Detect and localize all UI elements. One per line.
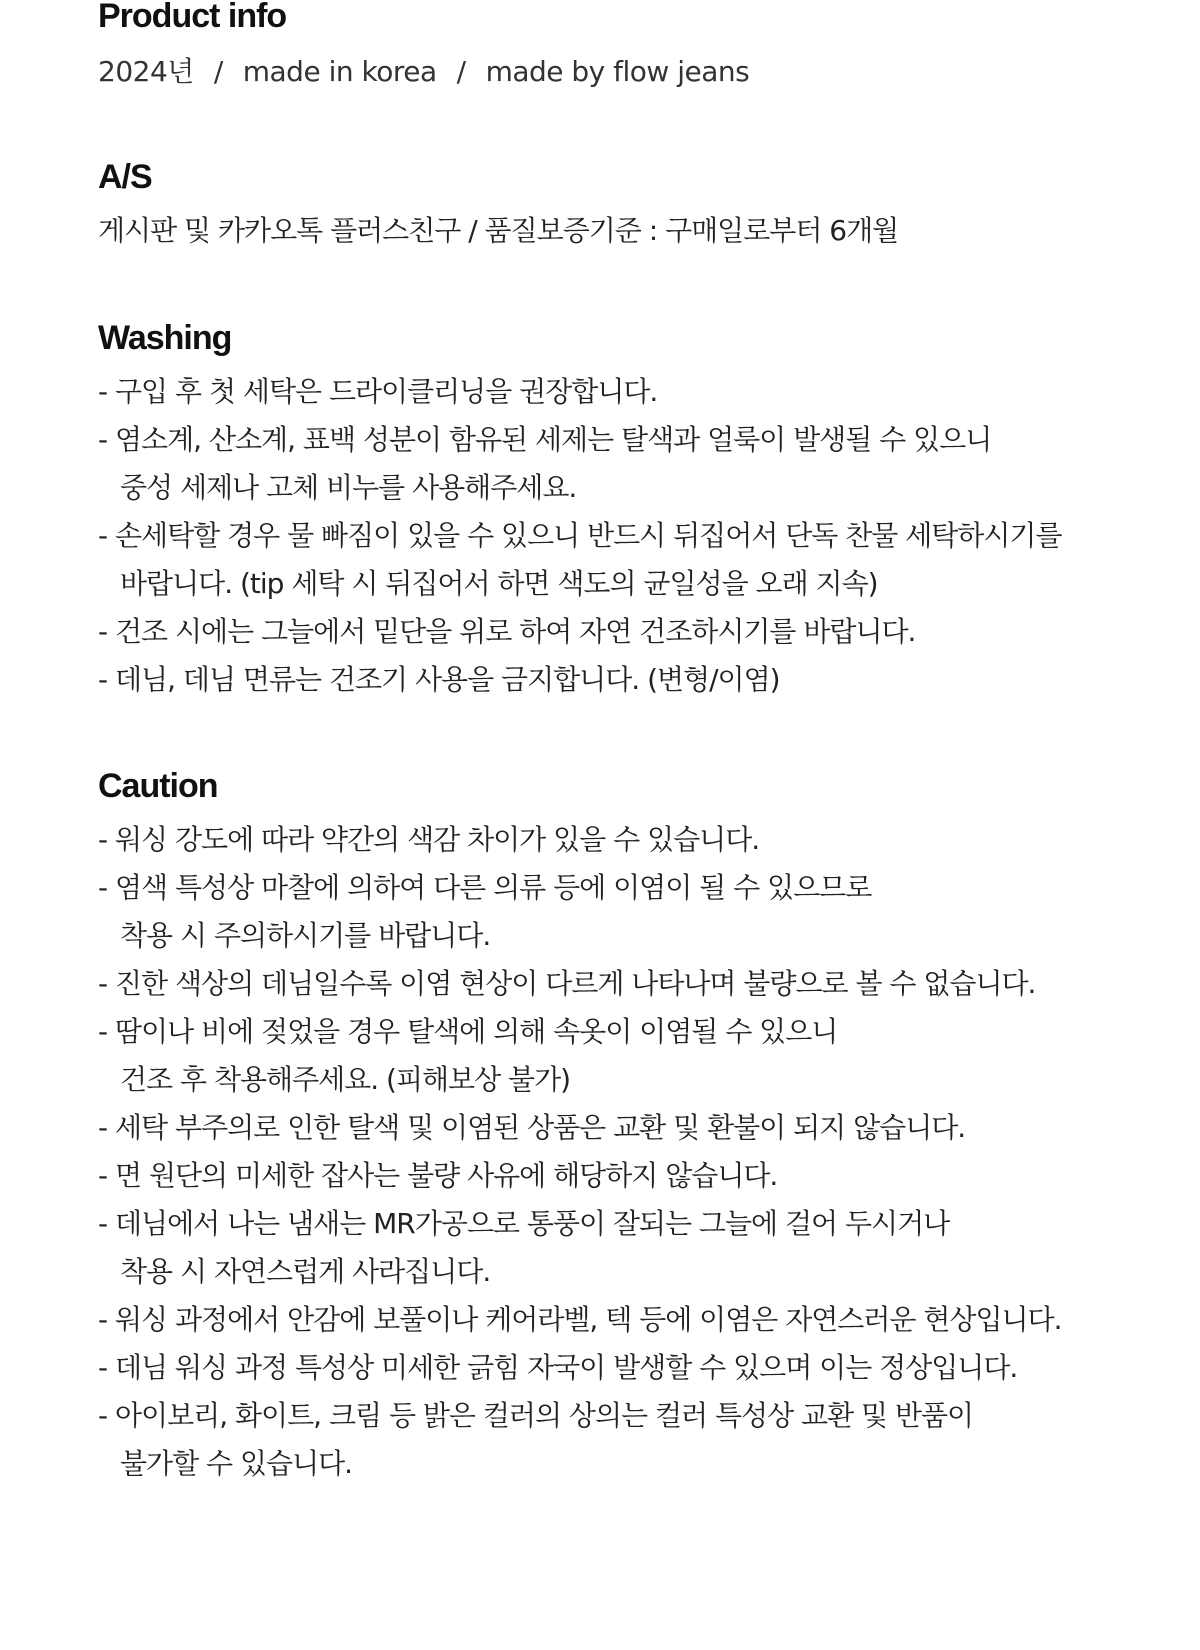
washing-line: - 구입 후 첫 세탁은 드라이클리닝을 권장합니다.: [98, 375, 658, 408]
caution-line: - 땀이나 비에 젖었을 경우 탈색에 의해 속옷이 이염될 수 있으니: [98, 1015, 838, 1048]
caution-heading: Caution: [98, 767, 218, 805]
separator: /: [213, 55, 223, 88]
caution-line: - 염색 특성상 마찰에 의하여 다른 의류 등에 이염이 될 수 있으므로: [98, 871, 872, 904]
washing-heading: Washing: [98, 319, 232, 357]
product-info-heading: Product info: [98, 0, 287, 35]
caution-line: - 데님 워싱 과정 특성상 미세한 긁힘 자국이 발생할 수 있으며 이는 정상입니다.: [98, 1351, 1018, 1384]
washing-line: - 건조 시에는 그늘에서 밑단을 위로 하여 자연 건조하시기를 바랍니다.: [98, 615, 916, 648]
as-text: 게시판 및 카카오톡 플러스친구 / 품질보증기준 : 구매일로부터 6개월: [98, 214, 899, 247]
caution-line: - 워싱 강도에 따라 약간의 색감 차이가 있을 수 있습니다.: [98, 823, 760, 856]
as-heading: A/S: [98, 158, 152, 196]
caution-line: - 세탁 부주의로 인한 탈색 및 이염된 상품은 교환 및 환불이 되지 않습니다.: [98, 1111, 966, 1144]
caution-line: 불가할 수 있습니다.: [120, 1447, 353, 1480]
washing-line: 중성 세제나 고체 비누를 사용해주세요.: [120, 471, 577, 504]
separator: /: [456, 55, 466, 88]
caution-line: - 진한 색상의 데님일수록 이염 현상이 다르게 나타나며 불량으로 볼 수 없습니다.: [98, 967, 1036, 1000]
caution-line: - 워싱 과정에서 안감에 보풀이나 케어라벨, 텍 등에 이염은 자연스러운 현상입니다.: [98, 1303, 1062, 1336]
caution-line: 착용 시 자연스럽게 사라집니다.: [120, 1255, 491, 1288]
caution-line: 착용 시 주의하시기를 바랍니다.: [120, 919, 491, 952]
product-origin: made in korea: [242, 55, 437, 88]
caution-line: - 면 원단의 미세한 잡사는 불량 사유에 해당하지 않습니다.: [98, 1159, 778, 1192]
caution-line: - 데님에서 나는 냄새는 MR가공으로 통풍이 잘되는 그늘에 걸어 두시거나: [98, 1207, 950, 1240]
washing-line: - 데님, 데님 면류는 건조기 사용을 금지합니다. (변형/이염): [98, 663, 780, 696]
product-maker: made by flow jeans: [485, 55, 750, 88]
caution-line: 건조 후 착용해주세요. (피해보상 불가): [120, 1063, 571, 1096]
washing-line: 바랍니다. (tip 세탁 시 뒤집어서 하면 색도의 균일성을 오래 지속): [120, 567, 878, 600]
caution-line: - 아이보리, 화이트, 크림 등 밝은 컬러의 상의는 컬러 특성상 교환 및 반품이: [98, 1399, 974, 1432]
product-info-line: [98, 52, 749, 92]
product-year: 2024년: [98, 55, 194, 88]
washing-line: - 염소계, 산소계, 표백 성분이 함유된 세제는 탈색과 얼룩이 발생될 수 있으니: [98, 423, 992, 456]
washing-line: - 손세탁할 경우 물 빠짐이 있을 수 있으니 반드시 뒤집어서 단독 찬물 세탁하시기를: [98, 519, 1062, 552]
